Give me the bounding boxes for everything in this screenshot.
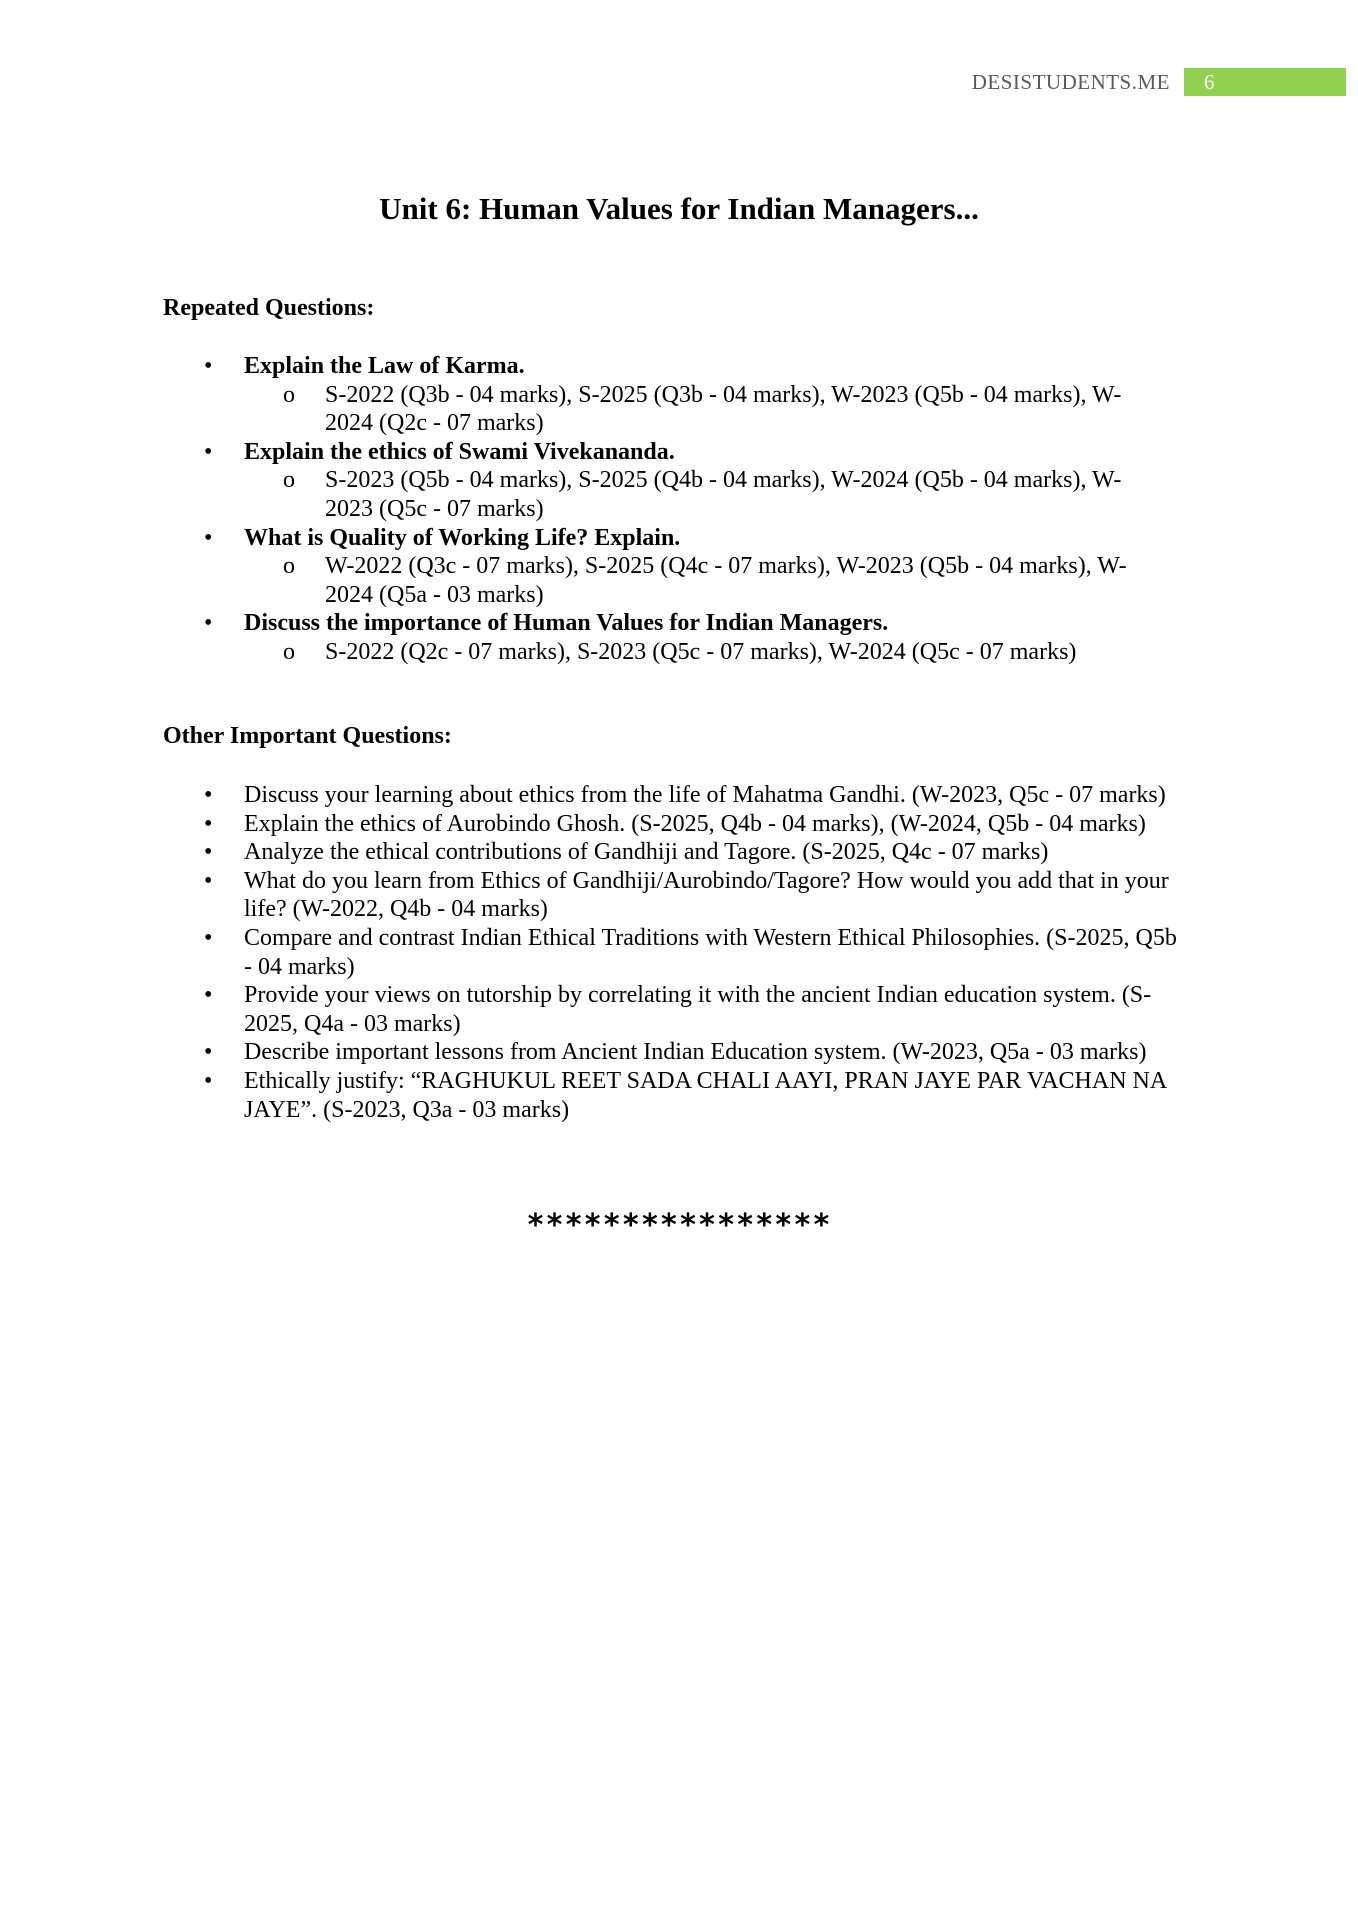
bullet-icon: •	[204, 524, 213, 551]
bullet-icon: •	[204, 810, 213, 837]
list-item	[0, 781, 1358, 810]
exam-references: S-2023 (Q5b - 04 marks), S-2025 (Q4b - 04 marks), W-2024 (Q5b - 04 marks), W-2023 (Q5c - 07 marks)	[325, 467, 1122, 522]
repeated-questions-heading: Repeated Questions:	[163, 295, 375, 321]
reference-item	[283, 381, 1178, 438]
bullet-icon: •	[204, 353, 213, 379]
circle-bullet-icon: o	[283, 381, 295, 408]
question-text: Explain the ethics of Aurobindo Ghosh. (S-2025, Q4b - 04 marks), (W-2024, Q5b - 04 marks)	[244, 810, 1146, 837]
list-item	[0, 838, 1358, 867]
circle-bullet-icon: o	[283, 553, 295, 580]
reference-item	[283, 638, 1178, 667]
site-name: DESISTUDENTS.ME	[971, 69, 1170, 94]
other-questions-section	[0, 781, 1358, 1124]
bullet-icon: •	[204, 1039, 213, 1066]
exam-references: W-2022 (Q3c - 07 marks), S-2025 (Q4c - 07 marks), W-2023 (Q5b - 04 marks), W-2024 (Q5a - 03 marks)	[325, 553, 1127, 608]
list-item	[0, 981, 1358, 1038]
question-text: What is Quality of Working Life? Explain.	[244, 524, 681, 551]
circle-bullet-icon: o	[283, 638, 295, 665]
question-text: Analyze the ethical contributions of Gandhiji and Tagore. (S-2025, Q4c - 07 marks)	[244, 839, 1049, 866]
other-questions-heading: Other Important Questions:	[163, 723, 452, 749]
list-item	[0, 609, 1358, 666]
bullet-icon: •	[204, 438, 213, 465]
bullet-icon: •	[204, 782, 213, 808]
exam-references: S-2022 (Q3b - 04 marks), S-2025 (Q3b - 04 marks), W-2023 (Q5b - 04 marks), W-2024 (Q2c - 07 marks)	[325, 381, 1122, 437]
list-item	[0, 924, 1358, 981]
page-number-box	[1184, 68, 1346, 96]
reference-item	[283, 466, 1178, 523]
question-text: Explain the Law of Karma.	[244, 353, 525, 379]
question-text: What do you learn from Ethics of Gandhiji/Aurobindo/Tagore? How would you add that in your life? (W-2022, Q4b - 04 marks)	[244, 867, 1169, 923]
question-text: Discuss the importance of Human Values for Indian Managers.	[244, 610, 889, 637]
question-text: Explain the ethics of Swami Vivekananda.	[244, 438, 675, 465]
list-item	[0, 524, 1358, 610]
repeated-questions-list	[0, 352, 1358, 667]
list-item	[0, 438, 1358, 524]
question-text: Discuss your learning about ethics from the life of Mahatma Gandhi. (W-2023, Q5c - 07 marks)	[244, 782, 1166, 808]
reference-item	[283, 552, 1178, 609]
bullet-icon: •	[204, 867, 213, 894]
page-title: Unit 6: Human Values for Indian Managers...	[379, 191, 979, 226]
list-item	[0, 1038, 1358, 1067]
repeated-questions-section	[0, 352, 1358, 667]
end-of-section-stars: ****************	[526, 1208, 832, 1243]
bullet-icon: •	[204, 610, 213, 637]
bullet-icon: •	[204, 982, 213, 1009]
circle-bullet-icon: o	[283, 467, 295, 494]
list-item	[0, 352, 1358, 438]
other-questions-list	[0, 781, 1358, 1124]
list-item	[0, 867, 1358, 924]
bullet-icon: •	[204, 839, 213, 866]
question-text: Describe important lessons from Ancient Indian Education system. (W-2023, Q5a - 03 marks)	[244, 1039, 1147, 1066]
question-text: Compare and contrast Indian Ethical Traditions with Western Ethical Philosophies. (S-2025, Q5b - 04 marks)	[244, 924, 1177, 980]
bullet-icon: •	[204, 1067, 213, 1094]
question-text: Ethically justify: “RAGHUKUL REET SADA CHALI AAYI, PRAN JAYE PAR VACHAN NA JAYE”. (S-2023, Q3a - 03 marks)	[244, 1067, 1166, 1123]
page-header	[972, 68, 1346, 96]
list-item	[0, 810, 1358, 839]
list-item	[0, 1067, 1358, 1124]
exam-references: S-2022 (Q2c - 07 marks), S-2023 (Q5c - 07 marks), W-2024 (Q5c - 07 marks)	[325, 638, 1077, 665]
bullet-icon: •	[204, 924, 213, 951]
question-text: Provide your views on tutorship by correlating it with the ancient Indian education system. (S-2025, Q4a - 03 marks)	[244, 982, 1152, 1037]
page-number: 6	[1204, 69, 1215, 94]
